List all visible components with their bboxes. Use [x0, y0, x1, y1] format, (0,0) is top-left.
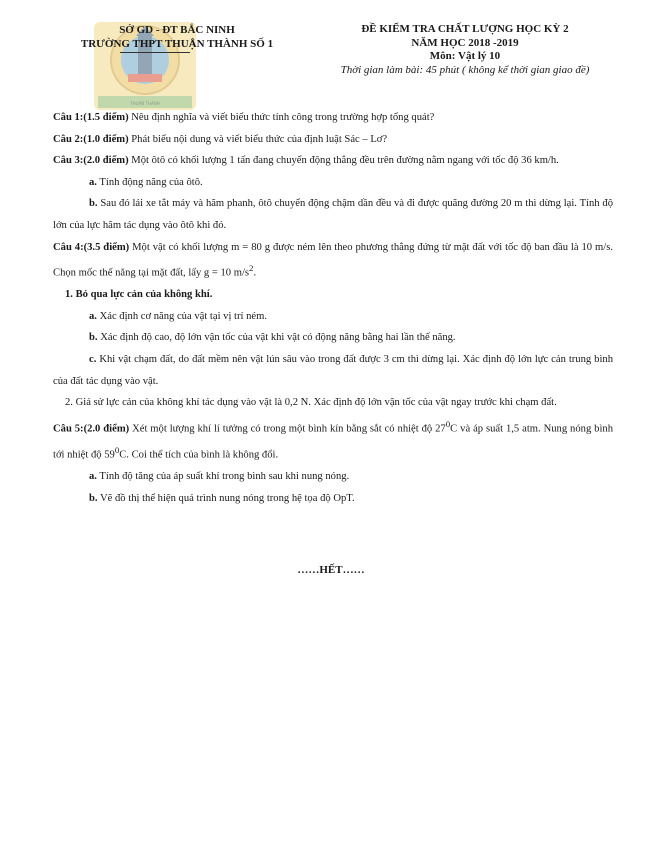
superscript: 0 [114, 444, 120, 455]
superscript: 2 [249, 263, 254, 274]
question-text-end: . [253, 267, 257, 279]
part-label: b. [89, 492, 98, 504]
question-1 [53, 107, 613, 129]
question-3 [53, 150, 613, 172]
question-text: Một ôtô có khối lượng 1 tấn đang chuyển động thẳng đều trên đường nằm ngang với tốc độ 36 km/h. [128, 155, 559, 167]
part-label: a. [89, 310, 97, 322]
part-text: Tính động năng của ôtô. [96, 176, 203, 188]
question-text: Xét một lượng khí lí tưởng có trong một bình kín bằng sắt có nhiệt độ 27 [129, 423, 446, 435]
exam-title: ĐỀ KIỂM TRA CHẤT LƯỢNG HỌC KỲ 2 [361, 23, 569, 35]
part-text: Tính độ tăng của áp suất khí trong bình sau khi nung nóng. [96, 471, 350, 483]
part-text: Sau đó lái xe tắt máy và hãm phanh, ôtô chuyển động chậm dần đều và đi được quãng đường 20 m thì dừng lại. Tính độ lớn của lực hãm tác dụng vào ôtô khi đó. [53, 198, 613, 231]
part-label: b. [89, 198, 98, 210]
svg-text:THUẬN THÀNH: THUẬN THÀNH [130, 101, 160, 106]
school-header [52, 23, 302, 51]
part-text: Vẽ đồ thị thể hiện quá trình nung nóng trong hệ tọa độ OpT. [97, 492, 355, 504]
question-label: Câu 5:(2.0 điểm) [53, 423, 130, 435]
department-name: SỞ GD - ĐT BẮC NINH [119, 24, 235, 36]
question-5b [53, 488, 613, 510]
question-4 [53, 237, 613, 285]
school-name: TRƯỜNG THPT THUẬN THÀNH SỐ 1 [80, 38, 274, 50]
question-label: Câu 2:(1.0 điểm) [53, 133, 129, 145]
end-marker: ……HẾT…… [297, 564, 365, 576]
question-4-1b [53, 327, 613, 349]
question-4-1a [53, 306, 613, 328]
question-text: Một vật có khối lượng m = 80 g được ném lên theo phương thẳng đứng từ mặt đất với tốc độ ban đầu là 10 m/s. Chọn mốc thế năng tại mặt đất, lấy g = 10 m/s [53, 241, 613, 279]
question-3a [53, 172, 613, 194]
question-4-part-1 [53, 284, 613, 306]
part-text: Xác định cơ năng của vật tại vị trí ném. [96, 310, 267, 322]
question-5a [53, 466, 613, 488]
subpart-text: 2. Giả sử lực cản của không khí tác dụng vào vật là 0,2 N. Xác định độ lớn vận tốc của vật ngay trước khi chạm đất. [65, 397, 557, 409]
school-year: NĂM HỌC 2018 -2019 [411, 36, 519, 49]
question-4-part-2 [53, 392, 613, 414]
question-5 [53, 414, 613, 466]
superscript: 0 [445, 418, 451, 429]
question-3b [53, 193, 613, 236]
question-4-1c [53, 349, 613, 392]
exam-body [53, 107, 613, 509]
part-label: a. [89, 176, 97, 188]
question-label: Câu 3:(2.0 điểm) [53, 155, 129, 167]
question-text-end: C. Coi thể tích của bình là không đổi. [119, 449, 279, 461]
exam-duration: Thời gian làm bài: 45 phút ( không kể thời gian giao đề) [340, 63, 590, 76]
exam-header [300, 23, 630, 77]
part-text: Xác định độ cao, độ lớn vận tốc của vật khi vật có động năng bằng hai lần thế năng. [97, 332, 456, 344]
header-divider [120, 52, 190, 53]
question-text-mid: C và áp suất 1,5 atm. Nung nóng bình tới nhiệt độ 59 [53, 423, 613, 461]
subpart-heading: 1. Bỏ qua lực cản của không khí. [65, 289, 213, 301]
question-text: Nêu định nghĩa và viết biểu thức tính công trong trường hợp tổng quát? [128, 112, 435, 123]
part-label: b. [89, 332, 98, 344]
question-text: Phát biểu nội dung và viết biểu thức của định luật Sác – Lơ? [128, 133, 388, 145]
question-label: Câu 1:(1.5 điểm) [53, 112, 129, 123]
question-2 [53, 129, 613, 151]
part-label: a. [89, 471, 97, 483]
exam-subject: Môn: Vật lý 10 [429, 50, 501, 62]
question-label: Câu 4:(3.5 điểm) [53, 241, 130, 253]
part-label: c. [89, 354, 97, 366]
part-text: Khi vật chạm đất, do đất mềm nên vật lún sâu vào trong đất được 3 cm thì dừng lại. Xác định độ lớn lực cản trung bình của đất tác dụng vào vật. [53, 354, 613, 387]
